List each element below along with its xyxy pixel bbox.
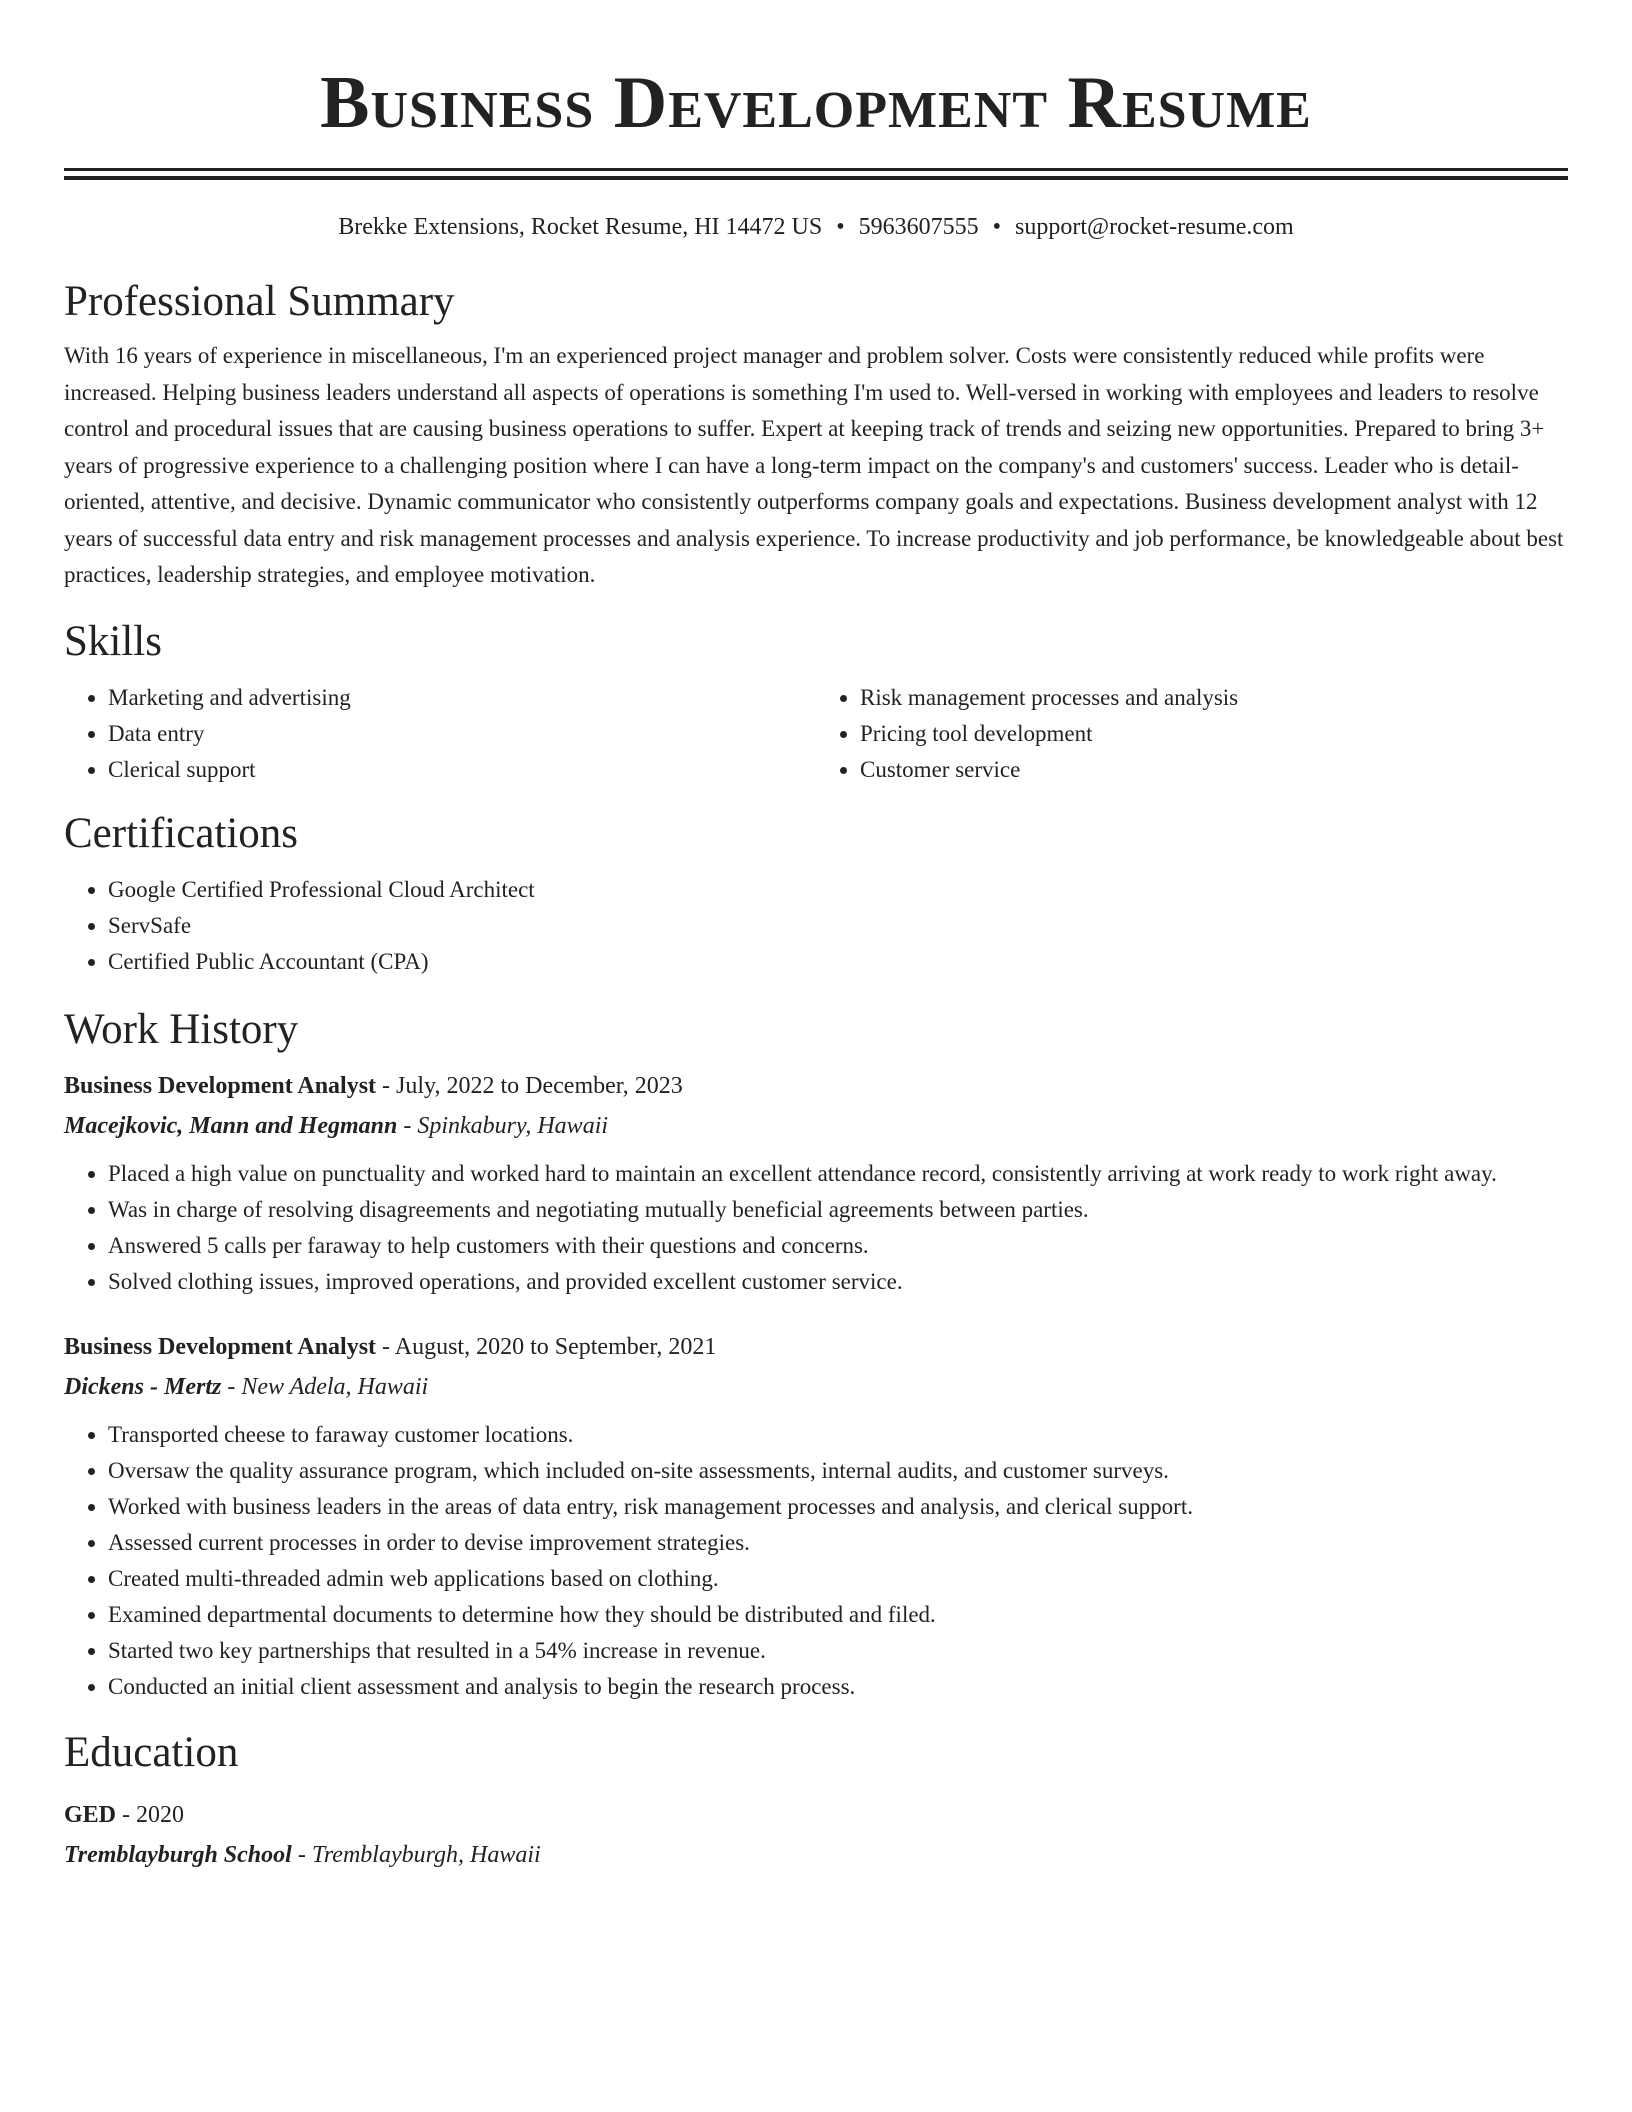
job-bullet: • Assessed current processes in order to devise improvement strategies. (108, 1525, 1568, 1561)
job-company: Dickens - Mertz (64, 1373, 222, 1400)
job-bullet: • Solved clothing issues, improved operations, and provided excellent customer service. (108, 1264, 1568, 1300)
education-entry (64, 1795, 1568, 1875)
job-bullet: • Transported cheese to faraway customer locations. (108, 1417, 1568, 1453)
skill-item: • Marketing and advertising (108, 680, 816, 716)
summary-section (64, 274, 1568, 594)
education-heading: Education (64, 1728, 239, 1776)
job-dash: - (403, 1112, 412, 1139)
job-bullet: • Oversaw the quality assurance program, which included on-site assessments, internal audits, and customer surveys. (108, 1453, 1568, 1489)
skills-heading: Skills (64, 617, 162, 665)
skills-grid (64, 680, 1568, 788)
job-bullet: • Placed a high value on punctuality and worked hard to maintain an excellent attendance record, consistently arriving at work ready to work right away. (108, 1156, 1568, 1192)
job-bullet: • Conducted an initial client assessment and analysis to begin the research process. (108, 1669, 1568, 1705)
title-divider (64, 168, 1568, 180)
education-degree: GED (64, 1801, 117, 1828)
job-dash: - (227, 1373, 236, 1400)
contact-separator: • (992, 214, 1002, 240)
job-title-line (64, 1327, 1568, 1367)
job-dates: August, 2020 to September, 2021 (394, 1333, 717, 1360)
education-dash: - (297, 1841, 306, 1868)
job-bullet: • Started two key partnerships that resulted in a 54% increase in revenue. (108, 1633, 1568, 1669)
education-year: 2020 (136, 1801, 185, 1828)
education-school-line (64, 1835, 1568, 1875)
contact-line (64, 210, 1568, 244)
job-company-line (64, 1106, 1568, 1146)
job-entry (64, 1066, 1568, 1300)
contact-email: support@rocket-resume.com (1015, 214, 1294, 240)
education-degree-line (64, 1795, 1568, 1835)
skill-item: • Data entry (108, 716, 816, 752)
contact-address: Brekke Extensions, Rocket Resume, HI 14472 US (338, 214, 823, 240)
contact-separator: • (836, 214, 845, 240)
education-dash: - (122, 1801, 131, 1828)
job-entry (64, 1327, 1568, 1705)
skills-section (64, 614, 1568, 788)
job-bullet: • Worked with business leaders in the areas of data entry, risk management processes and analysis, and clerical support. (108, 1489, 1568, 1525)
certification-item: • Certified Public Accountant (CPA) (108, 944, 1568, 980)
certifications-heading: Certifications (64, 809, 299, 857)
skill-item: • Risk management processes and analysis (860, 680, 1568, 716)
education-school: Tremblayburgh School (64, 1841, 292, 1868)
certifications-list (64, 872, 1568, 980)
job-company-line (64, 1367, 1568, 1407)
skill-item: • Clerical support (108, 752, 816, 788)
contact-phone: 5963607555 (858, 214, 979, 240)
job-bullets (64, 1156, 1568, 1300)
job-bullet: • Created multi-threaded admin web applications based on clothing. (108, 1561, 1568, 1597)
certifications-section (64, 806, 1568, 980)
job-bullet: • Examined departmental documents to determine how they should be distributed and filed. (108, 1597, 1568, 1633)
job-company: Macejkovic, Mann and Hegmann (64, 1112, 398, 1139)
job-bullet: • Was in charge of resolving disagreements and negotiating mutually beneficial agreements between parties. (108, 1192, 1568, 1228)
skill-item: • Pricing tool development (860, 716, 1568, 752)
job-bullet: • Answered 5 calls per faraway to help customers with their questions and concerns. (108, 1228, 1568, 1264)
job-title: Business Development Analyst (64, 1072, 377, 1099)
education-section (64, 1725, 1568, 1875)
job-location: Spinkabury, Hawaii (417, 1112, 609, 1139)
summary-heading: Professional Summary (64, 278, 455, 325)
summary-text: With 16 years of experience in miscellaneous, I'm an experienced project manager and problem solver. Costs were consistently reduced while profits were increased. Helping business leaders understand all aspects of operations is something I'm used to. Well-versed in working with employees and leaders to resolve control and procedural issues that are causing business operations to suffer. Expert at keeping track of trends and seizing new opportunities. Prepared to bring 3+ years of progressive experience to a challenging position where I can have a long-term impact on the company's and customers' success. Leader who is detail-oriented, attentive, and decisive. Dynamic communicator who consistently outperforms company goals and expectations. Business development analyst with 12 years of successful data entry and risk management processes and analysis experience. To increase productivity and job performance, be knowledgeable about best practices, leadership strategies, and employee motivation. (64, 343, 1564, 587)
skills-list-left (64, 680, 816, 788)
job-title: Business Development Analyst (64, 1333, 377, 1360)
job-location: New Adela, Hawaii (241, 1373, 429, 1400)
work-history-section (64, 1002, 1568, 1705)
job-dash: - (382, 1333, 391, 1360)
job-dates: July, 2022 to December, 2023 (396, 1072, 683, 1099)
work-history-heading: Work History (64, 1005, 299, 1053)
job-bullets (64, 1417, 1568, 1705)
certification-item: • Google Certified Professional Cloud Architect (108, 872, 1568, 908)
resume-title: Business Development Resume (320, 62, 1312, 144)
skill-item: • Customer service (860, 752, 1568, 788)
education-location: Tremblayburgh, Hawaii (311, 1841, 541, 1868)
job-title-line (64, 1066, 1568, 1106)
job-dash: - (382, 1072, 391, 1099)
certification-item: • ServSafe (108, 908, 1568, 944)
skills-list-right (816, 680, 1568, 788)
